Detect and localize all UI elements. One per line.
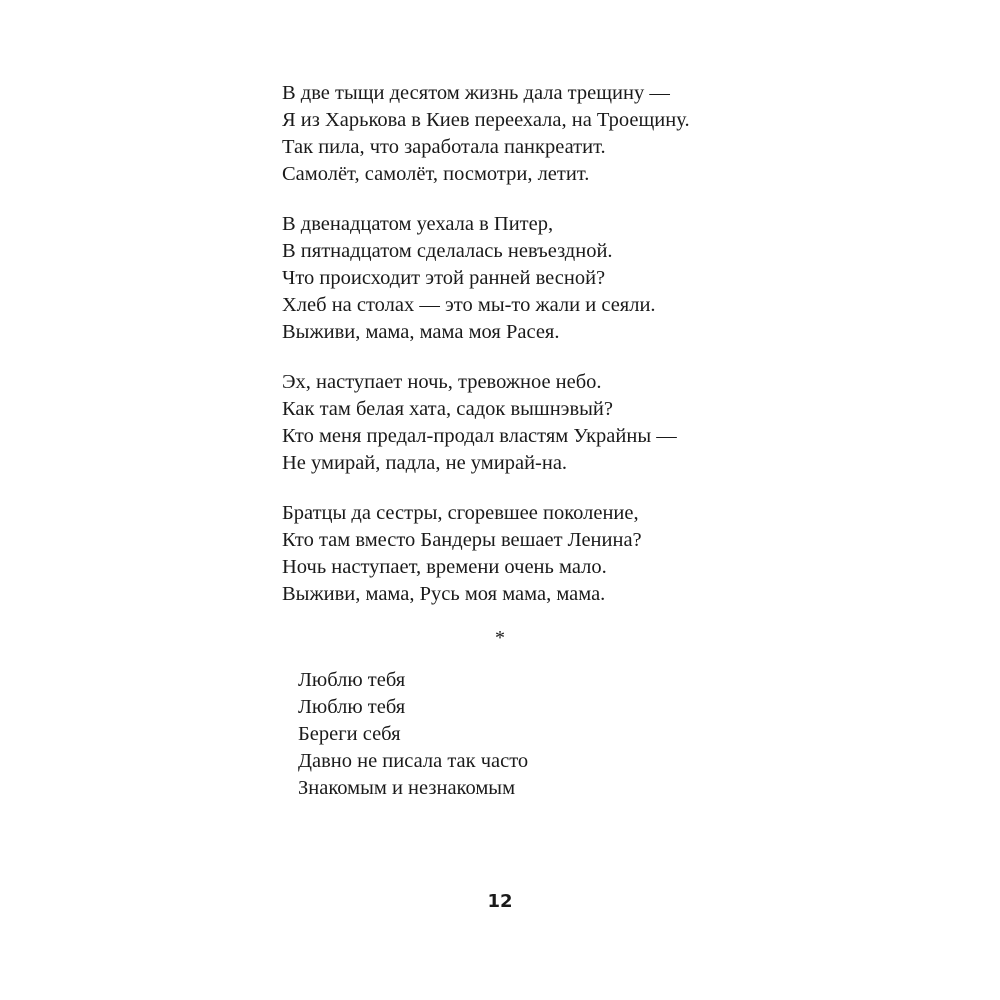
poem-second: [298, 667, 778, 802]
stanza-3: [282, 369, 802, 477]
poem-line: Не умирай, падла, не умирай-на.: [282, 452, 568, 474]
poem-line: Кто там вместо Бандеры вешает Ленина?: [282, 529, 642, 551]
stanza-4: [282, 500, 802, 608]
poem-line: Выживи, мама, мама моя Расея.: [282, 321, 560, 343]
poem-line: Что происходит этой ранней весной?: [282, 267, 606, 289]
poem-line: Как там белая хата, садок вышнэвый?: [282, 398, 613, 420]
stanza-1: [282, 80, 802, 188]
poem-line: Ночь наступает, времени очень мало.: [282, 556, 607, 578]
poem-line: Знакомым и незнакомым: [298, 777, 516, 799]
poem-line: Люблю тебя: [298, 696, 406, 718]
poem-line: В пятнадцатом сделалась невъездной.: [282, 240, 613, 262]
poem-line: Эх, наступает ночь, тревожное небо.: [282, 371, 602, 393]
poem-line: Хлеб на столах — это мы-то жали и сеяли.: [282, 294, 656, 316]
stanza-2: [282, 211, 802, 346]
poem-line: В две тыщи десятом жизнь дала трещину —: [282, 82, 670, 104]
poem-line: Выживи, мама, Русь моя мама, мама.: [282, 583, 606, 605]
poem-line: Люблю тебя: [298, 669, 406, 691]
poem-line: Я из Харькова в Киев переехала, на Троещину.: [282, 109, 690, 131]
poem-line: Так пила, что заработала панкреатит.: [282, 136, 606, 158]
poem-line: Береги себя: [298, 723, 401, 745]
poem-line: Кто меня предал-продал властям Украйны —: [282, 425, 677, 447]
poem-line: Давно не писала так часто: [298, 750, 529, 772]
asterisk-separator: *: [495, 627, 505, 649]
poem-line: В двенадцатом уехала в Питер,: [282, 213, 554, 235]
page-number: 12: [487, 891, 513, 912]
poem-line: Самолёт, самолёт, посмотри, летит.: [282, 163, 590, 185]
poem-first: [282, 80, 802, 631]
poem-line: Братцы да сестры, сгоревшее поколение,: [282, 502, 639, 524]
